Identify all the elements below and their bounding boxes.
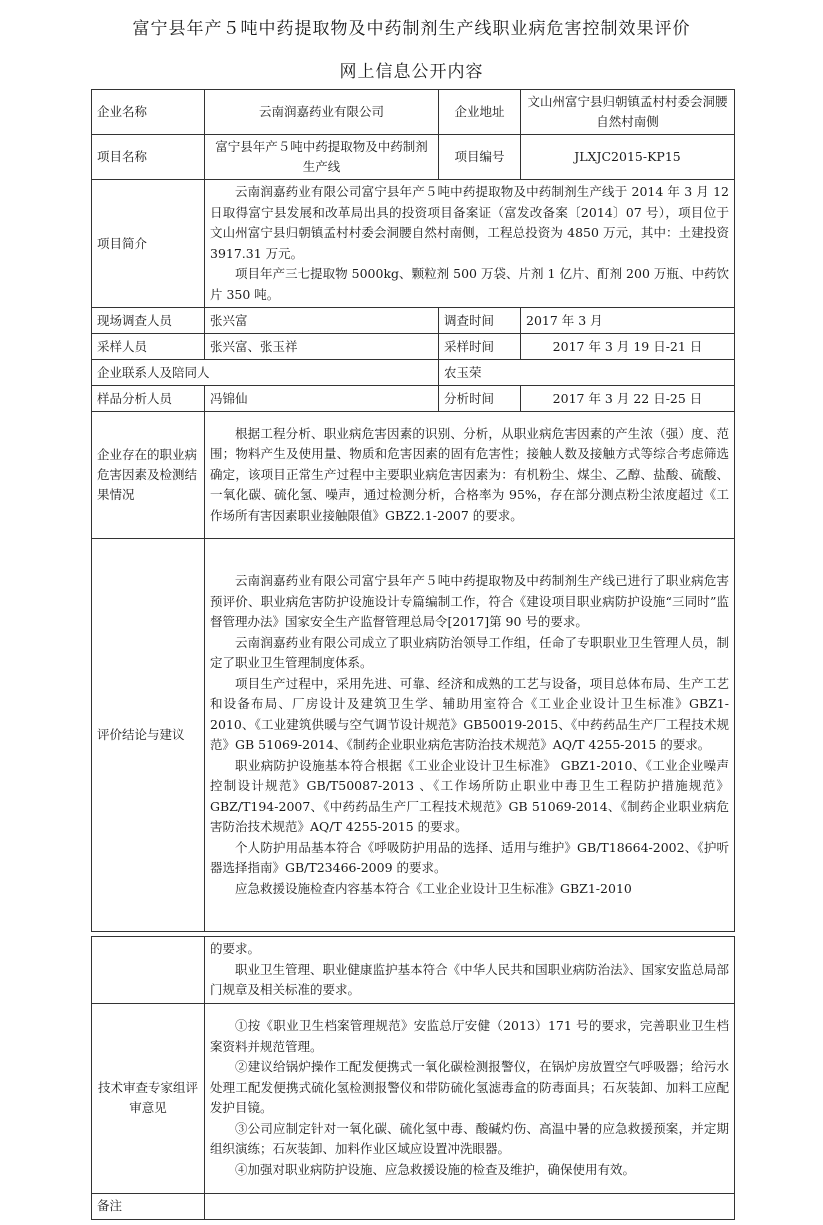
value-survey-time: 2017 年 3 月 — [521, 308, 735, 334]
label-project-intro: 项目简介 — [92, 180, 205, 308]
label-survey-time: 调查时间 — [439, 308, 521, 334]
value-conclusion-continued — [205, 937, 735, 1004]
conclusion-paragraph: 应急救援设施检查内容基本符合《工业企业设计卫生标准》GBZ1-2010 — [235, 880, 632, 896]
label-conclusion: 评价结论与建议 — [92, 539, 205, 932]
row-sampler — [92, 334, 735, 360]
expert-opinion-item: ④加强对职业病防护设施、应急救援设施的检查及维护，确保使用有效。 — [235, 1161, 636, 1177]
hazards-paragraph: 根据工程分析、职业病危害因素的识别、分析，从职业病危害因素的产生浓（强）度、范围；物料产生及使用量、物质和危害因素的固有危害性；接触人数及接触方式等综合考虑筛选确定，该项目正常生产过程中主要职业病危害因素为：有机粉尘、煤尘、乙醇、盐酸、硫酸、一氧化碳、硫化氢、噪声，通过检测分析，合格率为 95%，存在部分测点粉尘浓度超过《工作场所有害因素职业接触限值》GBZ2.1-2007 的要求。 — [210, 425, 729, 523]
value-sampler: 张兴富、张玉祥 — [205, 334, 439, 360]
label-contact: 企业联系人及陪同人 — [92, 360, 439, 386]
value-investigator: 张兴富 — [205, 308, 439, 334]
value-sampling-time: 2017 年 3 月 19 日-21 日 — [521, 334, 735, 360]
row-conclusion-continued — [92, 937, 735, 1004]
info-table-page1 — [91, 89, 735, 932]
document-title-line1: 富宁县年产５吨中药提取物及中药制剂生产线职业病危害控制效果评价 — [132, 19, 691, 39]
label-analysis-time: 分析时间 — [439, 386, 521, 412]
value-analysis-time: 2017 年 3 月 22 日-25 日 — [521, 386, 735, 412]
label-remarks: 备注 — [92, 1193, 205, 1219]
conclusion-paragraph: 职业卫生管理、职业健康监护基本符合《中华人民共和国职业病防治法》、国家安监总局部门规章及相关标准的要求。 — [210, 961, 729, 997]
info-sheet — [91, 89, 734, 1220]
expert-opinion-item: ①按《职业卫生档案管理规范》安监总厅安健（2013）171 号的要求，完善职业卫生档案资料并规范管理。 — [210, 1018, 729, 1054]
row-contact — [92, 360, 735, 386]
row-analyst — [92, 386, 735, 412]
conclusion-paragraph: 个人防护用品基本符合《呼吸防护用品的选择、适用与维护》GB/T18664-2002、《护听器选择指南》GB/T23466-2009 的要求。 — [210, 839, 729, 875]
label-investigator: 现场调查人员 — [92, 308, 205, 334]
label-expert-opinion: 技术审查专家组评审意见 — [92, 1003, 205, 1193]
label-hazards: 企业存在的职业病危害因素及检测结果情况 — [92, 412, 205, 539]
conclusion-paragraph: 项目生产过程中，采用先进、可靠、经济和成熟的工艺与设备，项目总体布局、生产工艺和设备布局、厂房设计及建筑卫生学、辅助用室符合《工业企业设计卫生标准》GBZ1-2010、《工业建筑供暖与空气调节设计规范》GB50019-2015、《中药药品生产厂工程技术规范》GB 51069-2014、《制药企业职业病危害防治技术规范》AQ/T 4255-2015 的要求。 — [210, 675, 729, 752]
conclusion-paragraph: 职业病防护设施基本符合根据《工业企业设计卫生标准》 GBZ1-2010、《工业企业噪声控制设计规范》GB/T50087-2013 、《工作场所防止职业中毒卫生工程防护措施规范》GBZ/T194-2007、《中药药品生产厂工程技术规范》GB 51069-2014、《制药企业职业病危害防治技术规范》AQ/T 4255-2015 的要求。 — [210, 757, 729, 834]
row-expert-opinion — [92, 1003, 735, 1193]
project-intro-paragraph: 项目年产三七提取物 5000kg、颗粒剂 500 万袋、片剂 1 亿片、酊剂 200 万瓶、中药饮片 350 吨。 — [210, 266, 729, 302]
row-remarks — [92, 1193, 735, 1219]
value-project-name: 富宁县年产５吨中药提取物及中药制剂生产线 — [205, 135, 439, 180]
row-project — [92, 135, 735, 180]
value-project-code: JLXJC2015-KP15 — [521, 135, 735, 180]
value-contact: 农玉荣 — [439, 360, 735, 386]
label-analyst: 样品分析人员 — [92, 386, 205, 412]
document-title-line2: 网上信息公开内容 — [339, 62, 484, 82]
expert-opinion-item: ②建议给锅炉操作工配发便携式一氧化碳检测报警仪，在锅炉房放置空气呼吸器；给污水处理工配发便携式硫化氢检测报警仪和带防硫化氢滤毒盒的防毒面具；石灰装卸、加料工应配发护目镜。 — [210, 1059, 729, 1115]
value-hazards — [205, 412, 735, 539]
value-project-intro — [205, 180, 735, 308]
label-project-code: 项目编号 — [439, 135, 521, 180]
row-conclusion — [92, 539, 735, 932]
expert-opinion-item: ③公司应制定针对一氧化碳、硫化氢中毒、酸碱灼伤、高温中暑的应急救援预案，并定期组织演练；石灰装卸、加料作业区域应设置冲洗眼器。 — [210, 1120, 729, 1156]
value-expert-opinion — [205, 1003, 735, 1193]
label-conclusion-continued — [92, 937, 205, 1004]
value-conclusion — [205, 539, 735, 932]
label-sampling-time: 采样时间 — [439, 334, 521, 360]
label-company-address: 企业地址 — [439, 90, 521, 135]
conclusion-paragraph: 云南润嘉药业有限公司富宁县年产５吨中药提取物及中药制剂生产线已进行了职业病危害预评价、职业病危害防护设施设计专篇编制工作，符合《建设项目职业病防护设施“三同时”监督管理办法》国家安全生产监督管理总局令[2017]第 90 号的要求。 — [210, 573, 729, 629]
value-company-address: 文山州富宁县归朝镇孟村村委会洞腰自然村南侧 — [521, 90, 735, 135]
row-project-intro — [92, 180, 735, 308]
value-analyst: 冯锦仙 — [205, 386, 439, 412]
row-hazards — [92, 412, 735, 539]
value-company-name: 云南润嘉药业有限公司 — [205, 90, 439, 135]
label-project-name: 项目名称 — [92, 135, 205, 180]
row-company — [92, 90, 735, 135]
value-remarks — [205, 1193, 735, 1219]
info-table-page2 — [91, 936, 735, 1220]
conclusion-continued-text: 的要求。 — [210, 941, 261, 956]
row-investigator — [92, 308, 735, 334]
label-sampler: 采样人员 — [92, 334, 205, 360]
label-company-name: 企业名称 — [92, 90, 205, 135]
project-intro-paragraph: 云南润嘉药业有限公司富宁县年产５吨中药提取物及中药制剂生产线于 2014 年 3 月 12 日取得富宁县发展和改革局出具的投资项目备案证（富发改备案〔2014〕07 号），项目位于文山州富宁县归朝镇孟村村委会洞腰自然村南侧，工程总投资为 4850 万元，其中：土建投资 3917.31 万元。 — [210, 184, 729, 261]
conclusion-paragraph: 云南润嘉药业有限公司成立了职业病防治领导工作组，任命了专职职业卫生管理人员，制定了职业卫生管理制度体系。 — [210, 634, 729, 670]
